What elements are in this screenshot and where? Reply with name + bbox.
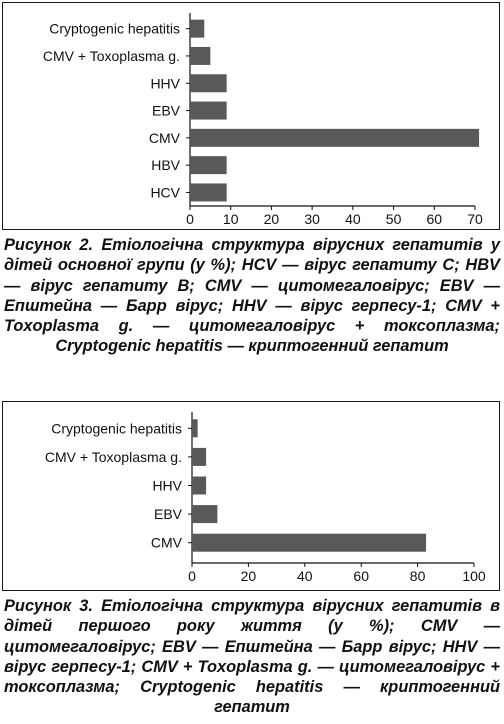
- chart-figure-3: [2, 401, 500, 591]
- x-tick-label: 20: [263, 211, 280, 227]
- x-tick-label: 0: [188, 568, 196, 584]
- bar: [192, 419, 198, 437]
- x-tick-label: 0: [186, 211, 194, 227]
- category-label: EBV: [153, 506, 182, 523]
- bar: [190, 47, 210, 65]
- x-tick-label: 40: [345, 211, 361, 227]
- bar: [192, 448, 206, 466]
- x-tick-label: 60: [426, 211, 443, 227]
- category-label: EBV: [151, 102, 180, 119]
- bar: [190, 183, 227, 201]
- x-tick-label: 60: [353, 568, 369, 584]
- x-tick-label: 20: [240, 568, 257, 584]
- category-label: CMV + Toxoplasma g.: [44, 448, 182, 465]
- chart-figure-3-svg: [3, 402, 499, 590]
- x-tick-label: 80: [409, 568, 426, 584]
- bar: [190, 129, 479, 147]
- x-tick-label: 70: [467, 211, 483, 227]
- x-tick-label: 40: [297, 568, 313, 584]
- category-label: HBV: [151, 157, 180, 174]
- bar: [190, 74, 227, 92]
- bar: [192, 534, 426, 552]
- bar: [190, 20, 204, 38]
- category-label: CMV + Toxoplasma g.: [42, 47, 180, 64]
- category-label: HHV: [152, 477, 182, 494]
- x-tick-label: 30: [304, 211, 320, 227]
- chart-figure-2: [2, 2, 500, 230]
- bar: [192, 505, 217, 523]
- category-label: CMV: [148, 129, 180, 146]
- x-tick-label: 50: [385, 211, 402, 227]
- figure-2-caption: Рисунок 2. Етіологічна структура вірусних гепатитів у дітей основної групи (у %); HCV — вірус гепатиту С; HBV — вірус гепатиту В; CMV — цитомегаловірус; EBV — Епштейна — Барр вірус; HHV — вірус герпесу-1; CMV + Toxoplasma g. — цитомегаловірус + токсоплазма; Cryptogenic hepatitis — криптогенний гепатит: [4, 236, 500, 356]
- category-label: HHV: [150, 75, 180, 92]
- x-tick-label: 10: [222, 211, 239, 227]
- bar: [190, 156, 227, 174]
- category-label: Cryptogenic hepatitis: [49, 20, 180, 37]
- bar: [190, 102, 227, 120]
- chart-figure-2-svg: [3, 3, 499, 229]
- x-tick-label: 100: [462, 568, 486, 584]
- category-label: CMV: [150, 534, 182, 551]
- category-label: HCV: [150, 184, 180, 201]
- figure-3-caption: Рисунок 3. Етіологічна структура вірусних гепатитів в дітей першого року життя (у %); CMV — цитомегаловірус; EBV — Епштейна — Барр вірус; HHV — вірус герпесу-1; CMV + Toxoplasma g. — цитомегаловірус + токсоплазма; Cryptogenic hepatitis — криптогенний гепатит: [4, 597, 500, 717]
- bar: [192, 477, 206, 495]
- category-label: Cryptogenic hepatitis: [51, 420, 182, 437]
